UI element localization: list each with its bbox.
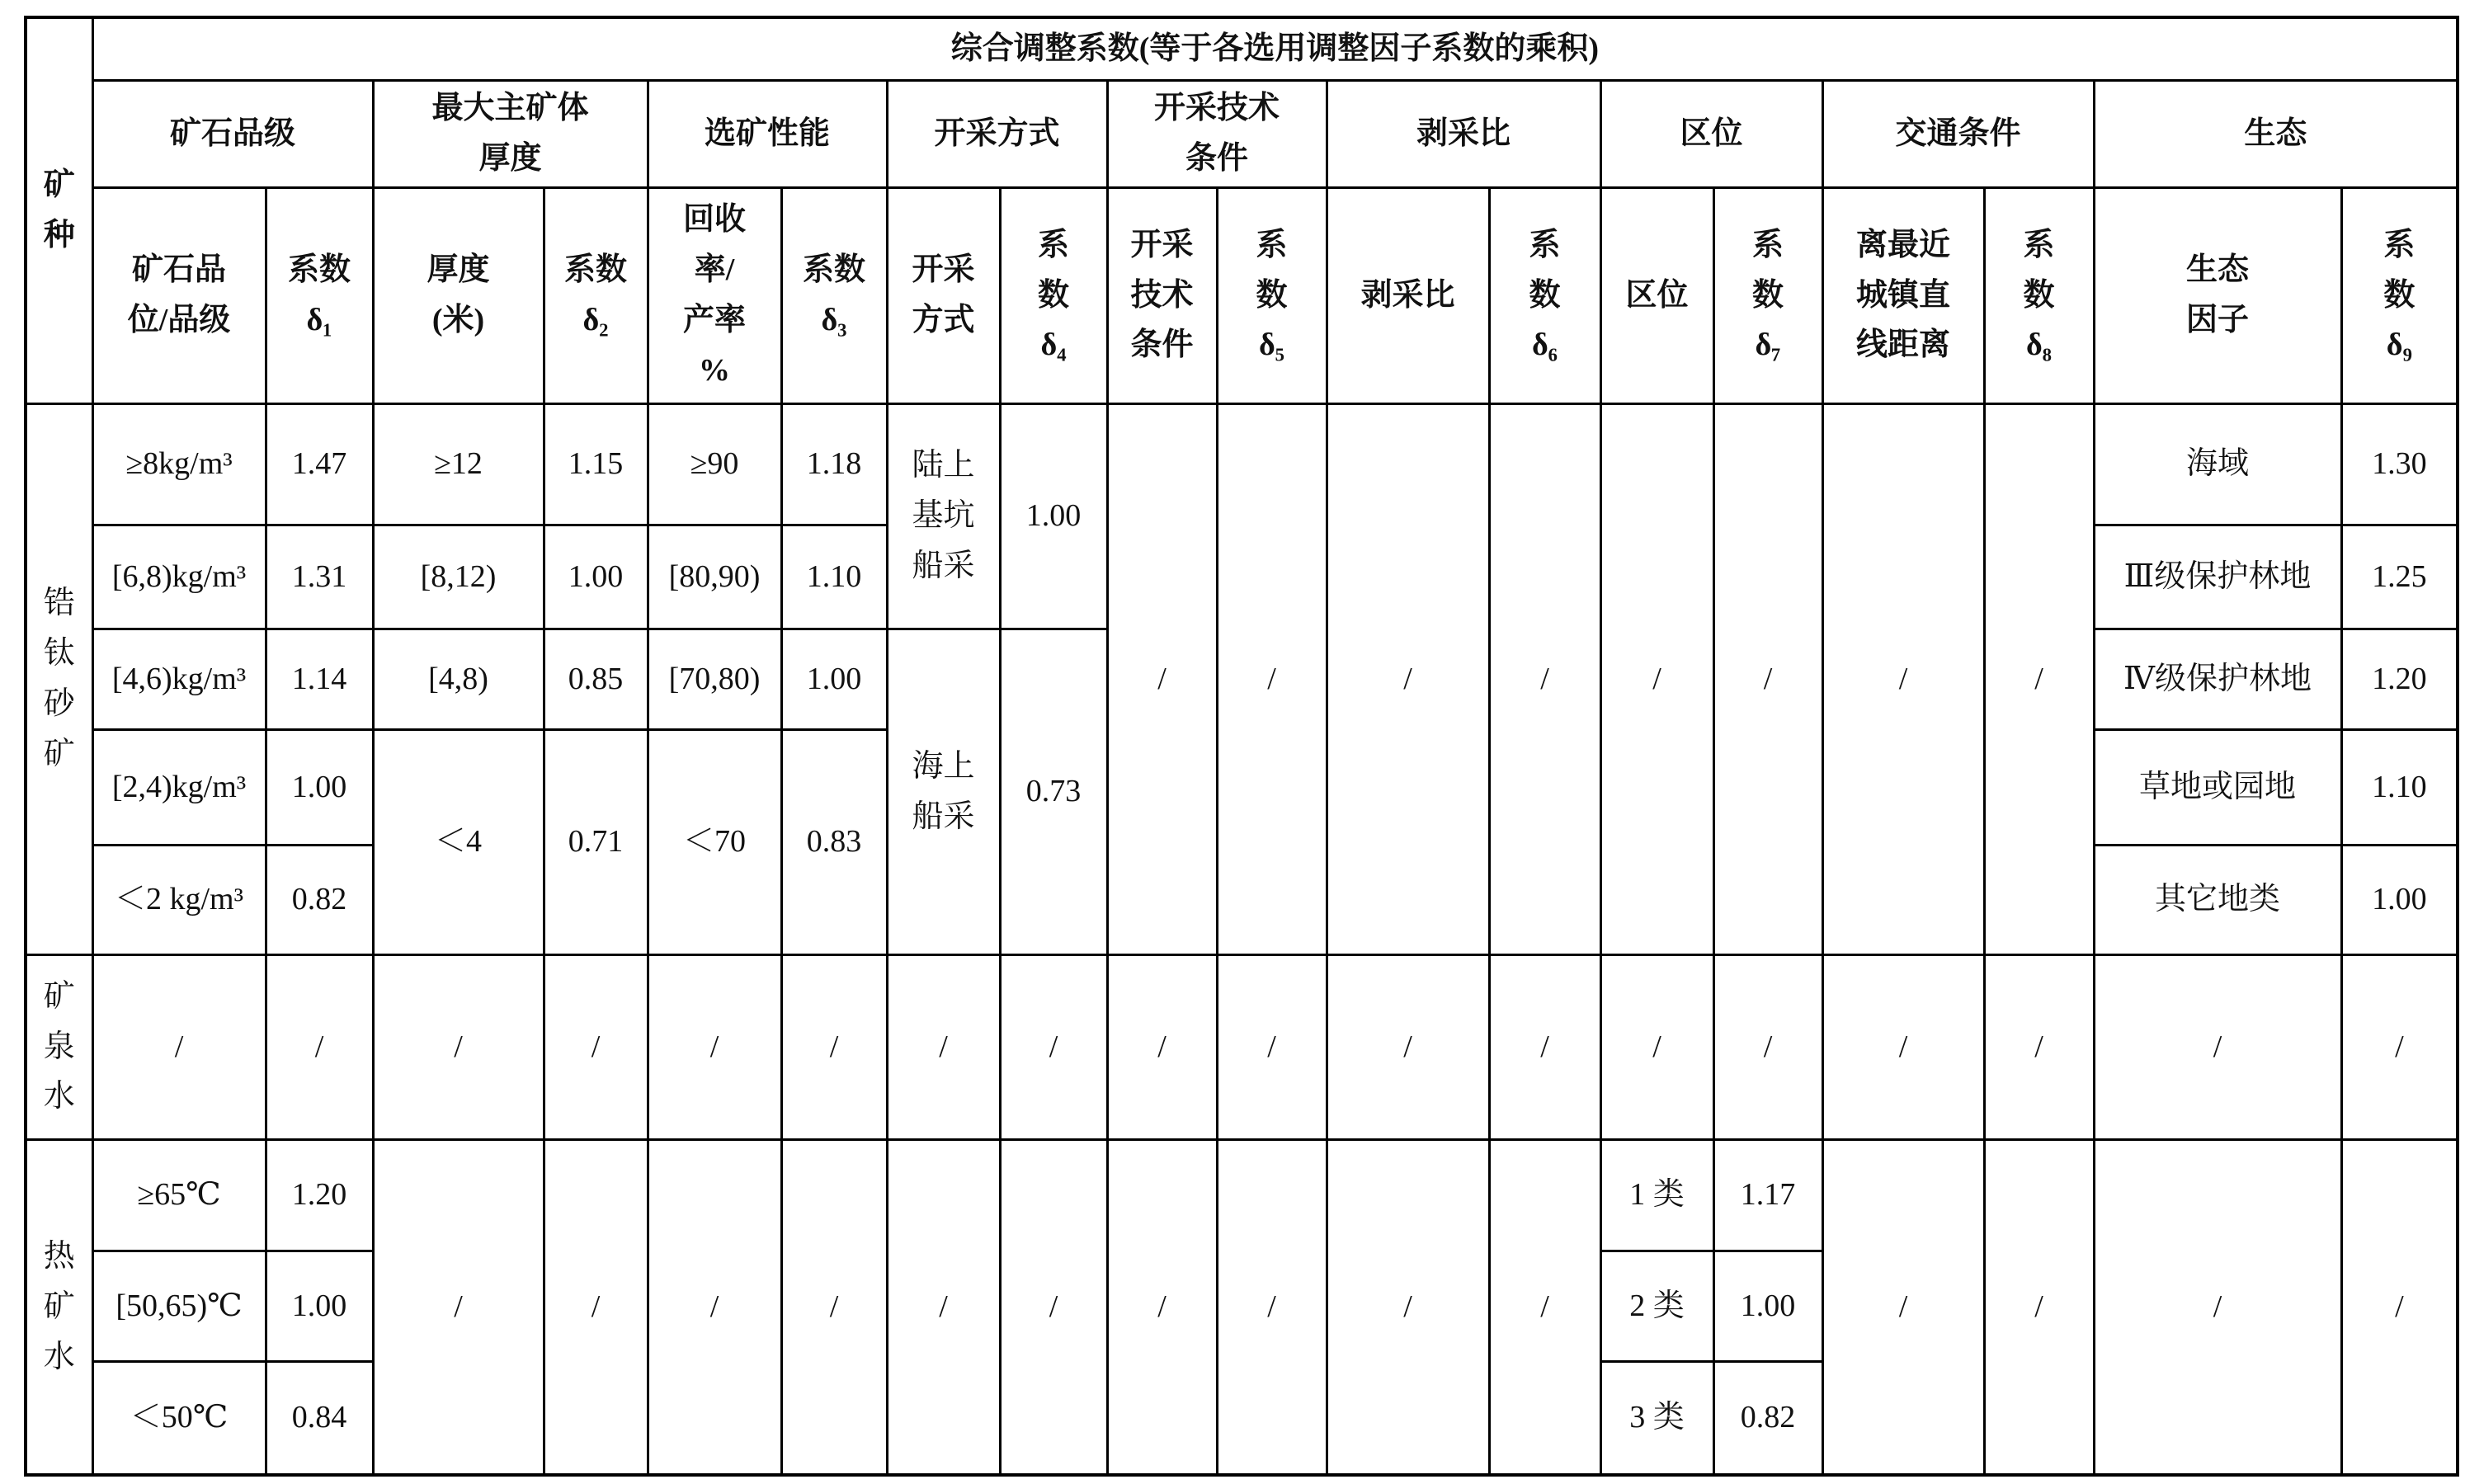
subheader-location: 区位 <box>1600 187 1713 403</box>
header-row-subheaders <box>26 187 2458 403</box>
ecology-cell: / <box>2094 954 2341 1139</box>
distance-cell: / <box>1822 954 1984 1139</box>
mineral-name-mineral-water: 矿 泉 水 <box>26 954 92 1139</box>
thickness-coef-cell: 1.00 <box>544 525 648 629</box>
grade-coef-cell: 1.20 <box>266 1139 373 1251</box>
thickness-coef-cell: / <box>544 954 648 1139</box>
subheader-mining-tech: 开采 技术 条件 <box>1107 187 1217 403</box>
subheader-mining-tech-coef: 系 数 δ₅ <box>1217 187 1327 403</box>
grade-cell: [6,8)kg/m³ <box>92 525 266 629</box>
subheader-thickness-coef: 系数 δ₂ <box>544 187 648 403</box>
mining-method-coef-cell: / <box>1000 954 1107 1139</box>
group-header-traffic: 交通条件 <box>1822 80 2094 187</box>
location-cell: 1 类 <box>1600 1139 1713 1251</box>
thickness-cell: [4,8) <box>373 629 544 729</box>
mining-tech-coef-cell: / <box>1217 1139 1327 1475</box>
ecology-coef-cell: / <box>2341 1139 2458 1475</box>
group-header-thickness: 最大主矿体 厚度 <box>373 80 648 187</box>
grade-coef-cell: 1.14 <box>266 629 373 729</box>
recovery-cell: [70,80) <box>648 629 781 729</box>
mining-method-cell: 海上 船采 <box>887 629 1000 954</box>
stripping-ratio-coef-cell: / <box>1489 1139 1600 1475</box>
grade-cell: ≥8kg/m³ <box>92 403 266 525</box>
stripping-ratio-cell: / <box>1327 403 1489 954</box>
recovery-cell: [80,90) <box>648 525 781 629</box>
subheader-grade-coef: 系数 δ₁ <box>266 187 373 403</box>
subheader-distance: 离最近 城镇直 线距离 <box>1822 187 1984 403</box>
location-coef-cell: 1.00 <box>1713 1251 1822 1361</box>
recovery-cell: ＜70 <box>648 729 781 954</box>
ecology-cell: / <box>2094 1139 2341 1475</box>
grade-coef-cell: 1.00 <box>266 729 373 845</box>
location-cell: / <box>1600 954 1713 1139</box>
ecology-coef-cell: 1.25 <box>2341 525 2458 629</box>
mineral-type-header: 矿 种 <box>26 17 92 403</box>
table-row <box>26 403 2458 525</box>
thickness-coef-cell: 0.85 <box>544 629 648 729</box>
mining-tech-cell: / <box>1107 1139 1217 1475</box>
location-cell: / <box>1600 403 1713 954</box>
table-row <box>26 1139 2458 1251</box>
stripping-ratio-cell: / <box>1327 1139 1489 1475</box>
recovery-cell: / <box>648 1139 781 1475</box>
recovery-coef-cell: / <box>781 1139 887 1475</box>
subheader-distance-coef: 系 数 δ₈ <box>1984 187 2094 403</box>
thickness-coef-cell: 1.15 <box>544 403 648 525</box>
thickness-coef-cell: / <box>544 1139 648 1475</box>
ecology-cell: 其它地类 <box>2094 845 2341 954</box>
location-coef-cell: 1.17 <box>1713 1139 1822 1251</box>
mining-method-cell: / <box>887 954 1000 1139</box>
group-header-ecology: 生态 <box>2094 80 2458 187</box>
recovery-cell: / <box>648 954 781 1139</box>
subheader-location-coef: 系 数 δ₇ <box>1713 187 1822 403</box>
grade-cell: [4,6)kg/m³ <box>92 629 266 729</box>
recovery-coef-cell: 1.00 <box>781 629 887 729</box>
mining-tech-coef-cell: / <box>1217 954 1327 1139</box>
location-cell: 2 类 <box>1600 1251 1713 1361</box>
group-header-stripping-ratio: 剥采比 <box>1327 80 1600 187</box>
grade-coef-cell: 1.47 <box>266 403 373 525</box>
subheader-stripping-ratio: 剥采比 <box>1327 187 1489 403</box>
ecology-coef-cell: 1.30 <box>2341 403 2458 525</box>
group-header-beneficiation: 选矿性能 <box>648 80 887 187</box>
grade-coef-cell: 1.00 <box>266 1251 373 1361</box>
subheader-grade: 矿石品 位/品级 <box>92 187 266 403</box>
group-header-mining-method: 开采方式 <box>887 80 1107 187</box>
grade-cell: [2,4)kg/m³ <box>92 729 266 845</box>
subheader-recovery-coef: 系数 δ₃ <box>781 187 887 403</box>
grade-coef-cell: 0.82 <box>266 845 373 954</box>
recovery-coef-cell: 1.10 <box>781 525 887 629</box>
subheader-recovery: 回收 率/ 产率 % <box>648 187 781 403</box>
mining-tech-cell: / <box>1107 954 1217 1139</box>
mining-method-coef-cell: / <box>1000 1139 1107 1475</box>
subheader-ecology-coef: 系 数 δ₉ <box>2341 187 2458 403</box>
table-row <box>26 954 2458 1139</box>
distance-coef-cell: / <box>1984 954 2094 1139</box>
thickness-cell: [8,12) <box>373 525 544 629</box>
recovery-coef-cell: 0.83 <box>781 729 887 954</box>
mining-tech-cell: / <box>1107 403 1217 954</box>
location-cell: 3 类 <box>1600 1361 1713 1475</box>
table-title: 综合调整系数(等于各选用调整因子系数的乘积) <box>92 17 2458 80</box>
header-row-title <box>26 17 2458 80</box>
ecology-coef-cell: 1.20 <box>2341 629 2458 729</box>
group-header-mining-tech: 开采技术 条件 <box>1107 80 1327 187</box>
thickness-cell: / <box>373 954 544 1139</box>
subheader-mining-method-coef: 系 数 δ₄ <box>1000 187 1107 403</box>
grade-coef-cell: / <box>266 954 373 1139</box>
grade-coef-cell: 1.31 <box>266 525 373 629</box>
mining-method-coef-cell: 1.00 <box>1000 403 1107 629</box>
distance-cell: / <box>1822 1139 1984 1475</box>
subheader-thickness: 厚度 (米) <box>373 187 544 403</box>
mining-tech-coef-cell: / <box>1217 403 1327 954</box>
stripping-ratio-coef-cell: / <box>1489 403 1600 954</box>
location-coef-cell: 0.82 <box>1713 1361 1822 1475</box>
subheader-mining-method: 开采 方式 <box>887 187 1000 403</box>
ecology-cell: Ⅲ级保护林地 <box>2094 525 2341 629</box>
distance-coef-cell: / <box>1984 1139 2094 1475</box>
thickness-cell: ≥12 <box>373 403 544 525</box>
grade-cell: ＜50℃ <box>92 1361 266 1475</box>
recovery-coef-cell: / <box>781 954 887 1139</box>
grade-coef-cell: 0.84 <box>266 1361 373 1475</box>
mineral-name-zircon-titanium-sand: 锆 钛 砂 矿 <box>26 403 92 954</box>
thickness-cell: / <box>373 1139 544 1475</box>
recovery-coef-cell: 1.18 <box>781 403 887 525</box>
ecology-coef-cell: / <box>2341 954 2458 1139</box>
grade-cell: / <box>92 954 266 1139</box>
thickness-cell: ＜4 <box>373 729 544 954</box>
group-header-ore-grade: 矿石品级 <box>92 80 373 187</box>
grade-cell: ≥65℃ <box>92 1139 266 1251</box>
mining-method-cell: 陆上 基坑 船采 <box>887 403 1000 629</box>
ecology-cell: 海域 <box>2094 403 2341 525</box>
mining-method-cell: / <box>887 1139 1000 1475</box>
header-row-groups <box>26 80 2458 187</box>
stripping-ratio-cell: / <box>1327 954 1489 1139</box>
stripping-ratio-coef-cell: / <box>1489 954 1600 1139</box>
location-coef-cell: / <box>1713 403 1822 954</box>
adjustment-coefficient-table <box>24 16 2459 1477</box>
mining-method-coef-cell: 0.73 <box>1000 629 1107 954</box>
thickness-coef-cell: 0.71 <box>544 729 648 954</box>
group-header-location: 区位 <box>1600 80 1822 187</box>
grade-cell: ＜2 kg/m³ <box>92 845 266 954</box>
recovery-cell: ≥90 <box>648 403 781 525</box>
subheader-stripping-ratio-coef: 系 数 δ₆ <box>1489 187 1600 403</box>
location-coef-cell: / <box>1713 954 1822 1139</box>
mineral-name-geothermal-water: 热 矿 水 <box>26 1139 92 1475</box>
ecology-coef-cell: 1.10 <box>2341 729 2458 845</box>
grade-cell: [50,65)℃ <box>92 1251 266 1361</box>
ecology-cell: 草地或园地 <box>2094 729 2341 845</box>
ecology-cell: Ⅳ级保护林地 <box>2094 629 2341 729</box>
ecology-coef-cell: 1.00 <box>2341 845 2458 954</box>
distance-cell: / <box>1822 403 1984 954</box>
distance-coef-cell: / <box>1984 403 2094 954</box>
subheader-ecology: 生态 因子 <box>2094 187 2341 403</box>
